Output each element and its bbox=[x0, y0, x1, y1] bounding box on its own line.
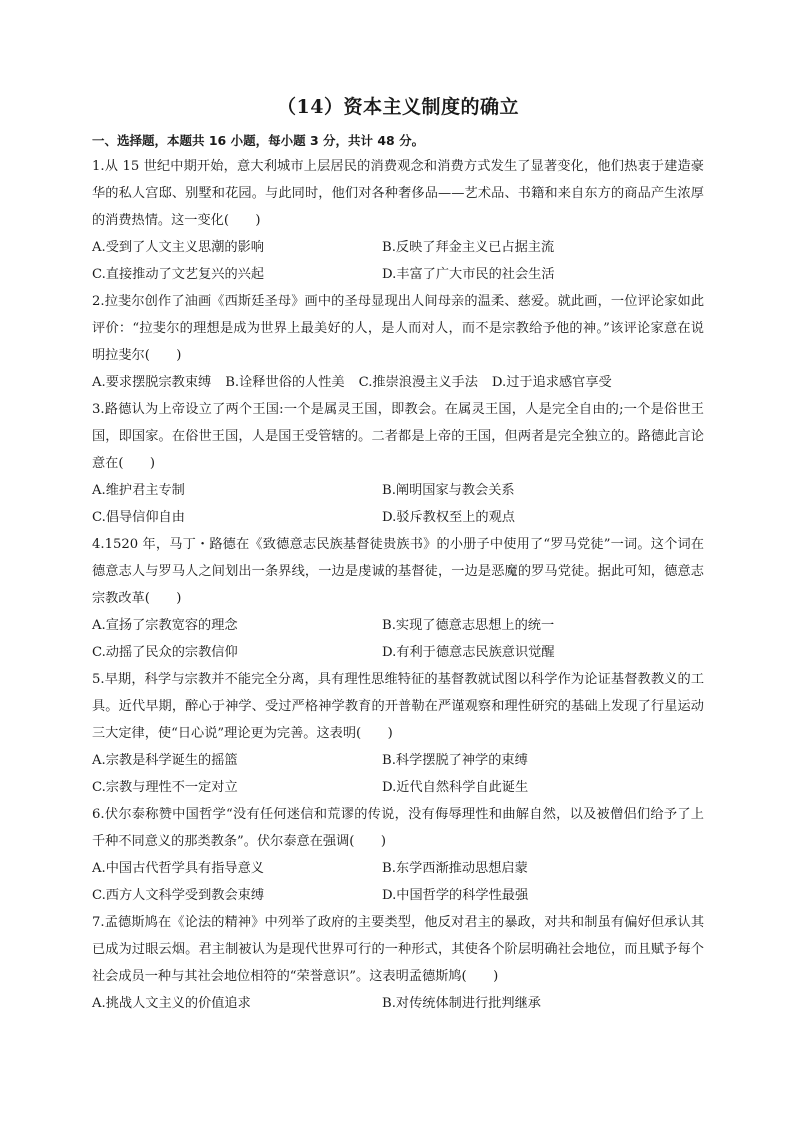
question-stem: 2.拉斐尔创作了油画《西斯廷圣母》画中的圣母显现出人间母亲的温柔、慈爱。就此画，一位评论家如此评价：“拉斐尔的理想是成为世界上最美好的人，是人而对人，而不是宗教给予他的神。”该评论家意在说明拉斐尔( ) bbox=[92, 294, 704, 363]
question-stem: 3.路德认为上帝设立了两个王国:一个是属灵王国，即教会。在属灵王国，人是完全自由的;一个是俗世王国，即国家。在俗世王国，人是国王受管辖的。二者都是上帝的王国，但两者是完全独立的。路德此言论意在( ) bbox=[92, 402, 704, 471]
option-a: A.宗教是科学诞生的摇篮 bbox=[92, 753, 238, 768]
option-c: C.倡导信仰自由 bbox=[92, 510, 185, 525]
option-d: D.驳斥教权至上的观点 bbox=[382, 510, 515, 525]
option-c: C.西方人文科学受到教会束缚 bbox=[92, 888, 265, 903]
question-stem: 6.伏尔泰称赞中国哲学“没有任何迷信和荒谬的传说，没有侮辱理性和曲解自然，以及被僧侣们给予了上千种不同意义的那类教条”。伏尔泰意在强调( ) bbox=[92, 807, 704, 849]
options-block bbox=[92, 477, 704, 531]
option-c: C.直接推动了文艺复兴的兴起 bbox=[92, 267, 265, 282]
exam-page bbox=[92, 92, 704, 1017]
option-a: A.要求摆脱宗教束缚 bbox=[92, 375, 212, 390]
option-d: D.过于追求感官享受 bbox=[491, 375, 612, 390]
option-b: B.对传统体制进行批判继承 bbox=[382, 996, 541, 1011]
question-stem: 1.从 15 世纪中期开始，意大利城市上层居民的消费观念和消费方式发生了显著变化，他们热衷于建造豪华的私人宫邸、别墅和花园。与此同时，他们对各种奢侈品——艺术品、书籍和来自东方的商品产生浓厚的消费热情。这一变化( ) bbox=[92, 159, 704, 228]
option-c: C.推崇浪漫主义手法 bbox=[358, 375, 478, 390]
options-block bbox=[92, 369, 704, 396]
question-stem: 7.孟德斯鸠在《论法的精神》中列举了政府的主要类型，他反对君主的暴政，对共和制虽有偏好但承认其已成为过眼云烟。君主制被认为是现代世界可行的一种形式，其使各个阶层明确社会地位，而且赋予每个社会成员一种与其社会地位相符的“荣誉意识”。这表明孟德斯鸠( ) bbox=[92, 915, 704, 984]
question-7 bbox=[92, 909, 704, 1017]
option-b: B.阐明国家与教会关系 bbox=[382, 483, 515, 498]
option-a: A.宣扬了宗教宽容的理念 bbox=[92, 618, 238, 633]
option-a: A.受到了人文主义思潮的影响 bbox=[92, 240, 264, 255]
options-block bbox=[92, 855, 704, 909]
page-title: （14）资本主义制度的确立 bbox=[277, 96, 519, 118]
option-d: D.中国哲学的科学性最强 bbox=[382, 888, 529, 903]
option-b: B.东学西渐推动思想启蒙 bbox=[382, 861, 528, 876]
option-c: C.动摇了民众的宗教信仰 bbox=[92, 645, 238, 660]
question-1 bbox=[92, 153, 704, 288]
question-5 bbox=[92, 666, 704, 801]
options-block bbox=[92, 990, 704, 1017]
question-stem: 5.早期，科学与宗教并不能完全分离，具有理性思维特征的基督教就试图以科学作为论证基督教教义的工具。近代早期，醉心于神学、受过严格神学教育的开普勒在严谨观察和理性研究的基础上发现了行星运动三大定律，使“日心说”理论更为完善。这表明( ) bbox=[92, 672, 704, 741]
option-d: D.有利于德意志民族意识觉醒 bbox=[382, 645, 555, 660]
option-d: D.丰富了广大市民的社会生活 bbox=[382, 267, 555, 282]
question-4 bbox=[92, 531, 704, 666]
section-heading: 一、选择题，本题共 16 小题，每小题 3 分，共计 48 分。 bbox=[92, 133, 425, 148]
option-d: D.近代自然科学自此诞生 bbox=[382, 780, 529, 795]
question-2 bbox=[92, 288, 704, 396]
option-b: B.反映了拜金主义已占据主流 bbox=[382, 240, 555, 255]
option-a: A.挑战人文主义的价值追求 bbox=[92, 996, 251, 1011]
option-b: B.诠释世俗的人性美 bbox=[225, 375, 345, 390]
options-block bbox=[92, 612, 704, 666]
option-b: B.实现了德意志思想上的统一 bbox=[382, 618, 555, 633]
option-a: A.中国古代哲学具有指导意义 bbox=[92, 861, 264, 876]
options-block bbox=[92, 747, 704, 801]
question-6 bbox=[92, 801, 704, 909]
question-stem: 4.1520 年，马丁・路德在《致德意志民族基督徒贵族书》的小册子中使用了“罗马党徒”一词。这个词在德意志人与罗马人之间划出一条界线，一边是虔诚的基督徒，一边是恶魔的罗马党徒。据此可知，德意志宗教改革( ) bbox=[92, 537, 704, 606]
option-b: B.科学摆脱了神学的束缚 bbox=[382, 753, 528, 768]
option-c: C.宗教与理性不一定对立 bbox=[92, 780, 238, 795]
options-block bbox=[92, 234, 704, 288]
question-3 bbox=[92, 396, 704, 531]
option-a: A.维护君主专制 bbox=[92, 483, 185, 498]
